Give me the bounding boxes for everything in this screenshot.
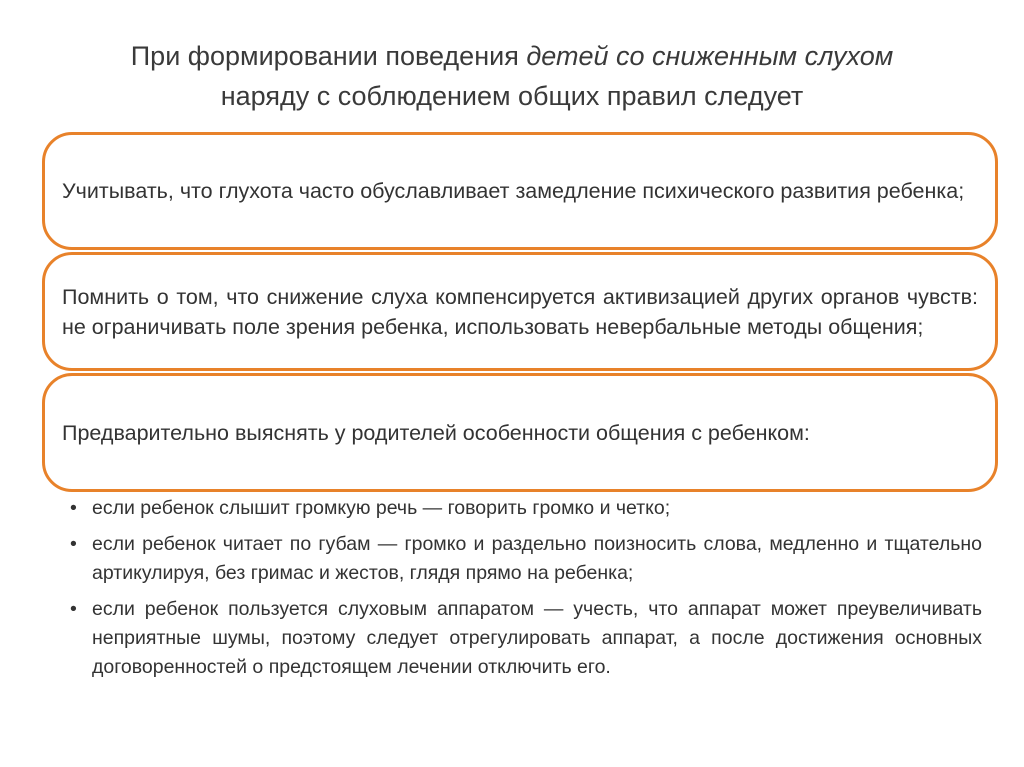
title-italic-part: детей со сниженным слухом [526,41,894,71]
bullet-icon: • [70,598,77,620]
list-item-text: если ребенок слышит громкую речь — говорить громко и четко; [92,497,671,519]
rule-box-3 [42,373,998,492]
bullet-list [70,494,982,689]
bullet-icon: • [70,533,77,555]
rule-box-1-text: Учитывать, что глухота часто обуславливает замедление психического развития ребенка; [62,179,965,203]
rule-box-2-text: Помнить о том, что снижение слуха компенсируется активизацией других органов чувств: не ограничивать поле зрения ребенка, использовать невербальные методы общения; [62,284,978,339]
list-item-text: если ребенок пользуется слуховым аппаратом — учесть, что аппарат может преувеличивать неприятные шумы, поэтому следует отрегулировать аппарат, а после достижения основных договоренностей о предстоящем лечении отключить его. [92,598,982,678]
slide-title [40,36,984,116]
list-item [70,595,982,682]
bullet-icon: • [70,497,77,519]
rule-box-1 [42,132,998,250]
title-part-2: наряду с соблюдением общих правил следует [220,81,804,111]
list-item-text: если ребенок читает по губам — громко и раздельно поизносить слова, медленно и тщательно артикулируя, без гримас и жестов, глядя прямо на ребенка; [92,533,982,584]
list-item [70,530,982,588]
rule-box-3-text: Предварительно выяснять у родителей особенности общения с ребенком: [62,420,810,445]
title-part-1: При формировании поведения [130,41,527,71]
rule-box-2 [42,252,998,371]
list-item [70,494,982,523]
